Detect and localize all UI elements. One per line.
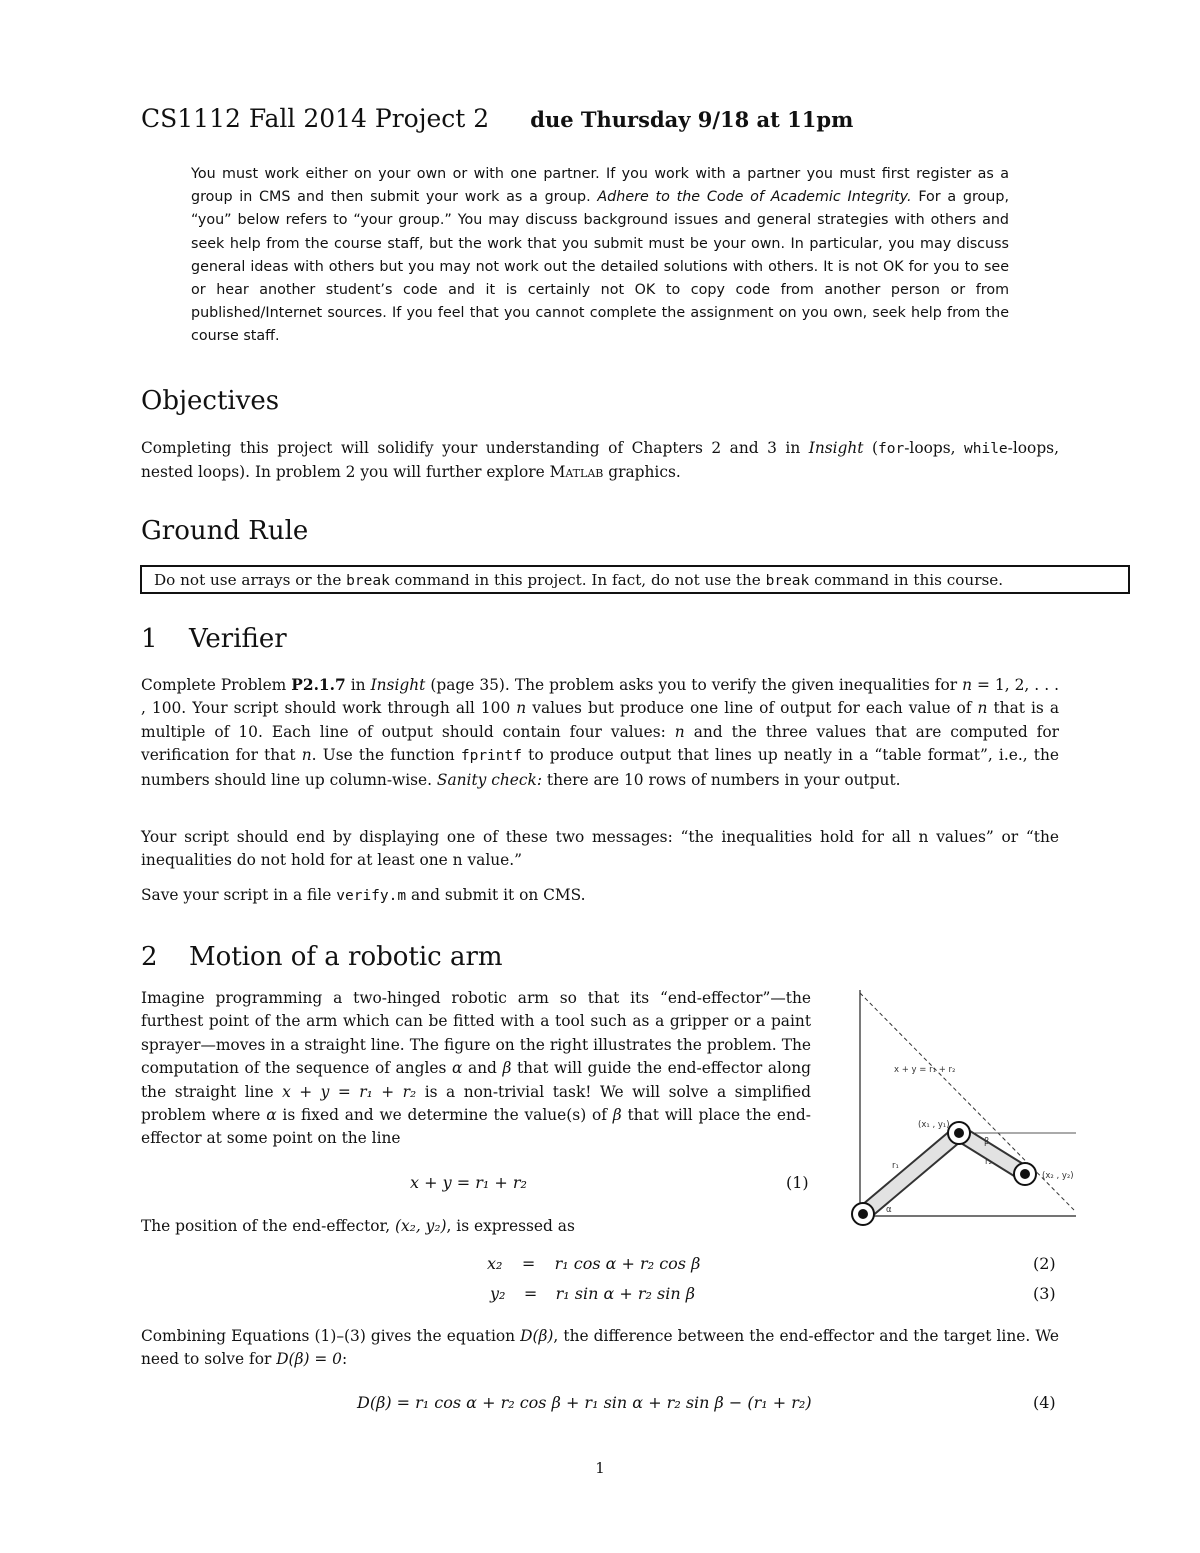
objectives-code-for: for bbox=[878, 441, 905, 457]
section-1-title: Verifier bbox=[189, 624, 287, 654]
s1-n: n bbox=[516, 699, 527, 718]
objectives-heading: Objectives bbox=[141, 386, 280, 416]
s1-n: n bbox=[977, 699, 988, 718]
eq2-sign: = bbox=[521, 1254, 536, 1273]
equation-3 bbox=[490, 1284, 695, 1303]
s1-n: n bbox=[962, 676, 973, 694]
section-1-paragraph-1 bbox=[141, 674, 1059, 792]
s1-text: . Use the function bbox=[311, 746, 461, 765]
objectives-text-5: graphics. bbox=[603, 463, 681, 482]
intro-text-2: For a group, “you” below refers to “your group.” You may discuss background issues and general strategies with others and seek help from the course staff, but the work that you submit must be your own. In particular, you may discuss general ideas with others but you may not work out the detailed solutions with others. It is not OK for you to see or hear another student’s code and it is certainly not OK to copy code from another person or from published/Internet sources. If you feel that you cannot complete the assignment on you own, seek help from the course staff. bbox=[191, 189, 1009, 345]
s1-text: and submit it on CMS. bbox=[406, 886, 586, 904]
eq3-lhs: y₂ bbox=[490, 1284, 506, 1303]
s2-text: is fixed and we determine the value(s) of bbox=[276, 1106, 613, 1125]
section-1-heading bbox=[141, 624, 287, 654]
s2-text: and bbox=[462, 1059, 503, 1078]
equation-3-number: (3) bbox=[1033, 1284, 1056, 1303]
equation-4: D(β) = r₁ cos α + r₂ cos β + r₁ sin α + r₂ sin β − (r₁ + r₂) bbox=[357, 1393, 812, 1412]
s1-text: (page 35). The problem asks you to verify the given inequalities for bbox=[425, 676, 963, 694]
rule-code-2: break bbox=[765, 573, 810, 589]
objectives-paragraph bbox=[141, 437, 1059, 485]
objectives-text-2: ( bbox=[863, 439, 879, 457]
s2-text: is a non-trivial task! We will solve a simplified problem where bbox=[141, 1082, 811, 1125]
section-2-number: 2 bbox=[141, 942, 158, 972]
objectives-text-1: Completing this project will solidify your understanding of Chapters 2 and 3 in bbox=[141, 439, 809, 457]
figure-r1-label: r₁ bbox=[892, 1161, 899, 1171]
figure-link-1-fill bbox=[863, 1133, 959, 1214]
s2-text: : bbox=[341, 1350, 348, 1369]
title-row bbox=[141, 104, 853, 133]
rule-text-3: command in this course. bbox=[809, 571, 1004, 589]
equation-1: x + y = r₁ + r₂ bbox=[410, 1173, 527, 1192]
figure-p2-label: (x₂ , y₂) bbox=[1042, 1171, 1074, 1181]
s1-text: Save your script in a file bbox=[141, 886, 337, 904]
figure-line-label: x + y = r₁ + r₂ bbox=[894, 1065, 956, 1075]
figure-r2-label: r₂ bbox=[985, 1157, 992, 1167]
due-date: due Thursday 9/18 at 11pm bbox=[530, 107, 854, 132]
ground-rule-box bbox=[140, 565, 1130, 594]
objectives-matlab: Matlab bbox=[549, 463, 604, 482]
eq2-rhs: r₁ cos α + r₂ cos β bbox=[554, 1254, 701, 1273]
section-2-paragraph-3 bbox=[141, 1325, 1059, 1372]
eq3-sign: = bbox=[523, 1284, 538, 1303]
objectives-text-3: -loops, bbox=[904, 439, 965, 457]
s1-n: n bbox=[301, 746, 312, 765]
s2-text: , is expressed as bbox=[446, 1217, 575, 1235]
s2-beta: β bbox=[502, 1059, 512, 1078]
objectives-code-while: while bbox=[964, 441, 1008, 457]
section-1-number: 1 bbox=[141, 624, 158, 654]
page-number: 1 bbox=[595, 1459, 605, 1477]
s1-text: that is a multiple of 10. Each line of output should contain four values: bbox=[141, 699, 1059, 741]
section-1-paragraph-3 bbox=[141, 884, 1059, 908]
section-2-title: Motion of a robotic arm bbox=[189, 942, 503, 972]
figure-alpha-label: α bbox=[886, 1205, 892, 1215]
s1-text: to produce output that lines up neatly in a “table format”, i.e., the numbers should line up column-wise. bbox=[141, 746, 1059, 789]
rule-text-2: command in this project. In fact, do not use the bbox=[389, 571, 766, 589]
page-title: CS1112 Fall 2014 Project 2 bbox=[141, 104, 490, 133]
figure-p1-label: (x₁ , y₁) bbox=[918, 1120, 950, 1130]
s2-d-beta: D(β) bbox=[520, 1327, 554, 1345]
s2-text: that will guide the end-effector along the straight line bbox=[141, 1059, 811, 1101]
rule-code-1: break bbox=[346, 573, 390, 589]
intro-text-1: You must work either on your own or with one partner. If you work with a partner you must first register as a group in CMS and then submit your work as a group. bbox=[191, 166, 1009, 206]
equation-2-number: (2) bbox=[1033, 1254, 1056, 1273]
section-1-paragraph-2: Your script should end by displaying one of these two messages: “the inequalities hold for all n values” or “the inequalities do not hold for at least one n value.” bbox=[141, 828, 1059, 870]
s2-text: Combining Equations (1)–(3) gives the equation bbox=[141, 1327, 521, 1345]
section-2-heading bbox=[141, 942, 503, 972]
robotic-arm-figure bbox=[846, 988, 1080, 1228]
ground-rule-heading: Ground Rule bbox=[141, 516, 309, 546]
s1-text: and the three values that are computed for verification for that bbox=[141, 722, 1059, 765]
figure-beta-label: β bbox=[984, 1137, 990, 1147]
s2-text: , the difference between the end-effector and the target line. We need to solve for bbox=[141, 1327, 1059, 1369]
s1-book: Insight bbox=[370, 676, 426, 694]
s2-text: The position of the end-effector, bbox=[141, 1217, 395, 1235]
s2-alpha: α bbox=[451, 1059, 463, 1078]
s2-position: (x₂, y₂) bbox=[395, 1217, 447, 1235]
equation-2 bbox=[487, 1254, 700, 1273]
s1-text: Complete Problem bbox=[141, 676, 292, 694]
figure-elbow-joint-core bbox=[954, 1128, 964, 1138]
s1-text: = 1, 2, . . . , 100. Your script should work through all 100 bbox=[141, 676, 1059, 718]
s2-text: that will place the end-effector at some point on the line bbox=[141, 1106, 811, 1148]
intro-integrity: Adhere to the Code of Academic Integrity. bbox=[597, 189, 912, 206]
s1-text: in bbox=[345, 676, 371, 694]
eq3-rhs: r₁ sin α + r₂ sin β bbox=[555, 1284, 696, 1303]
eq2-lhs: x₂ bbox=[487, 1254, 503, 1273]
section-2-paragraph-2 bbox=[141, 1215, 1059, 1238]
figure-end-effector-core bbox=[1020, 1169, 1030, 1179]
equation-4-number: (4) bbox=[1033, 1393, 1056, 1412]
s1-text: there are 10 rows of numbers in your output. bbox=[542, 770, 901, 789]
s2-alpha: α bbox=[266, 1106, 277, 1125]
s2-text: Imagine programming a two-hinged robotic arm so that its “end-effector”—the furthest point of the arm which can be fitted with a tool such as a gripper or a paint sprayer—moves in a straight line. The figure on the right illustrates the problem. The computation of the sequence of angles bbox=[141, 989, 811, 1078]
s1-sanity: Sanity check: bbox=[436, 770, 543, 789]
s2-beta: β bbox=[612, 1106, 622, 1125]
s1-filename: verify.m bbox=[336, 888, 407, 904]
s1-code-fprintf: fprintf bbox=[460, 748, 522, 765]
objectives-text-4: -loops, nested loops). In problem 2 you will further explore bbox=[141, 439, 1059, 482]
s1-problem: P2.1.7 bbox=[291, 676, 346, 694]
s1-n: n bbox=[674, 722, 685, 741]
section-2-paragraph-1 bbox=[141, 987, 811, 1151]
intro-paragraph bbox=[191, 163, 1009, 349]
rule-text-1: Do not use arrays or the bbox=[154, 571, 347, 589]
s1-text: values but produce one line of output for each value of bbox=[526, 699, 978, 718]
objectives-book: Insight bbox=[808, 439, 864, 457]
equation-1-number: (1) bbox=[786, 1173, 809, 1192]
s2-d-zero: D(β) = 0 bbox=[276, 1350, 342, 1369]
s2-line-eq: x + y = r₁ + r₂ bbox=[282, 1082, 417, 1101]
